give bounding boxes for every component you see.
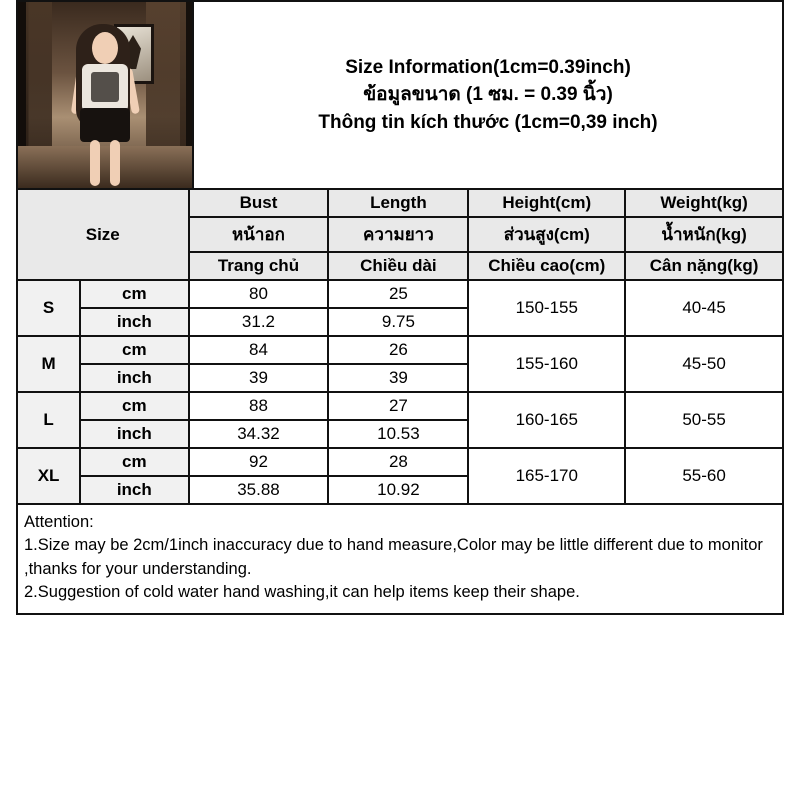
photo-model-top [82, 64, 128, 112]
row-size-s: S [17, 280, 80, 336]
cell-m-weight: 45-50 [625, 336, 783, 392]
header-length-th: ความยาว [328, 217, 468, 252]
table-row [17, 392, 783, 420]
header-length-vi: Chiều dài [328, 252, 468, 280]
table-row [17, 280, 783, 308]
header-length-en: Length [328, 189, 468, 217]
header-bust-en: Bust [189, 189, 329, 217]
chart-title-block [194, 2, 782, 188]
cell-l-bust-inch: 34.32 [189, 420, 329, 448]
cell-xl-weight: 55-60 [625, 448, 783, 504]
title-line-th: ข้อมูลขนาด (1 ซม. = 0.39 นิ้ว) [363, 84, 613, 106]
unit-cm: cm [80, 336, 188, 364]
photo-floor [18, 146, 192, 188]
header-weight-vi: Cân nặng(kg) [625, 252, 783, 280]
cell-xl-height: 165-170 [468, 448, 625, 504]
unit-cm: cm [80, 448, 188, 476]
cell-xl-bust-inch: 35.88 [189, 476, 329, 504]
cell-s-height: 150-155 [468, 280, 625, 336]
photo-model-leg-left [90, 140, 100, 186]
cell-xl-bust-cm: 92 [189, 448, 329, 476]
title-line-en: Size Information(1cm=0.39inch) [345, 56, 631, 78]
cell-m-length-cm: 26 [328, 336, 468, 364]
table-row [17, 336, 783, 364]
photo-model-skirt [80, 108, 130, 142]
attention-line-1: 1.Size may be 2cm/1inch inaccuracy due to hand measure,Color may be little different due to monitor ,thanks for your understanding. [24, 536, 763, 578]
cell-xl-length-inch: 10.92 [328, 476, 468, 504]
attention-line-2: 2.Suggestion of cold water hand washing,it can help items keep their shape. [24, 583, 580, 602]
row-size-m: M [17, 336, 80, 392]
cell-l-weight: 50-55 [625, 392, 783, 448]
cell-m-bust-inch: 39 [189, 364, 329, 392]
photo-model-leg-right [110, 140, 120, 186]
chart-header [16, 0, 784, 188]
cell-s-length-cm: 25 [328, 280, 468, 308]
unit-inch: inch [80, 420, 188, 448]
cell-m-bust-cm: 84 [189, 336, 329, 364]
photo-model-face [92, 32, 118, 64]
cell-s-length-inch: 9.75 [328, 308, 468, 336]
size-table [16, 188, 784, 505]
header-size-label: Size [17, 189, 189, 280]
attention-heading: Attention: [24, 513, 94, 531]
row-size-l: L [17, 392, 80, 448]
header-weight-en: Weight(kg) [625, 189, 783, 217]
unit-inch: inch [80, 364, 188, 392]
header-bust-vi: Trang chủ [189, 252, 329, 280]
cell-s-weight: 40-45 [625, 280, 783, 336]
table-row [17, 448, 783, 476]
attention-block [16, 505, 784, 615]
unit-inch: inch [80, 308, 188, 336]
table-header-row-en [17, 189, 783, 217]
model-photo-image [18, 2, 192, 188]
cell-l-length-inch: 10.53 [328, 420, 468, 448]
cell-s-bust-cm: 80 [189, 280, 329, 308]
header-weight-th: น้ำหนัก(kg) [625, 217, 783, 252]
cell-l-bust-cm: 88 [189, 392, 329, 420]
row-size-xl: XL [17, 448, 80, 504]
cell-m-height: 155-160 [468, 336, 625, 392]
cell-xl-length-cm: 28 [328, 448, 468, 476]
unit-cm: cm [80, 392, 188, 420]
cell-l-height: 160-165 [468, 392, 625, 448]
header-height-en: Height(cm) [468, 189, 625, 217]
unit-inch: inch [80, 476, 188, 504]
title-line-vi: Thông tin kích thước (1cm=0,39 inch) [318, 111, 658, 133]
header-height-vi: Chiều cao(cm) [468, 252, 625, 280]
unit-cm: cm [80, 280, 188, 308]
cell-m-length-inch: 39 [328, 364, 468, 392]
product-photo [18, 2, 194, 188]
cell-l-length-cm: 27 [328, 392, 468, 420]
header-height-th: ส่วนสูง(cm) [468, 217, 625, 252]
cell-s-bust-inch: 31.2 [189, 308, 329, 336]
header-bust-th: หน้าอก [189, 217, 329, 252]
